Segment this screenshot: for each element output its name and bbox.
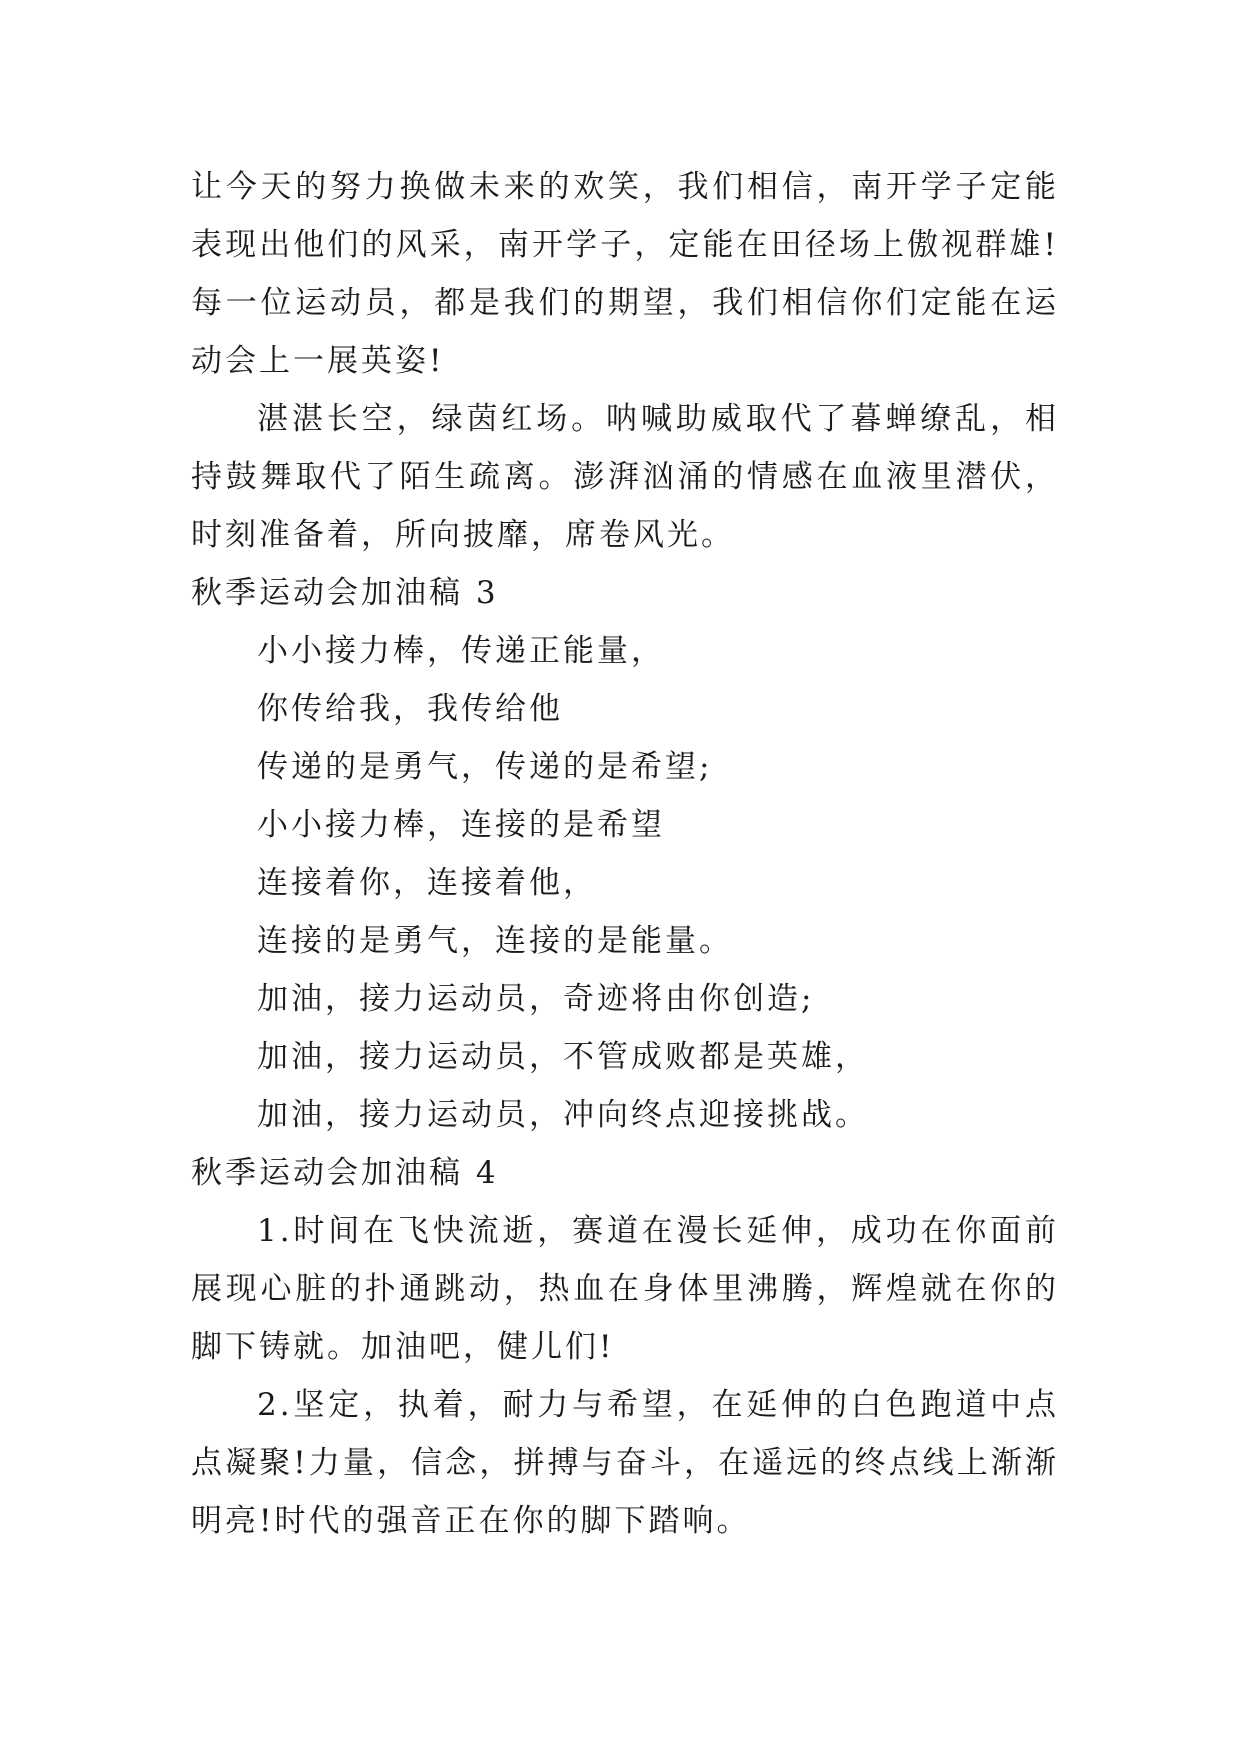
paragraph: 2.坚定，执着，耐力与希望，在延伸的白色跑道中点点凝聚!力量，信念，拼搏与奋斗，在遥远的终点线上渐渐明亮!时代的强音正在你的脚下踏响。	[191, 1387, 1059, 1539]
verse-line: 小小接力棒，传递正能量，	[257, 633, 665, 669]
verse-line: 加油，接力运动员，奇迹将由你创造;	[257, 981, 815, 1017]
verse-line: 连接的是勇气，连接的是能量。	[257, 923, 733, 959]
verse-line: 加油，接力运动员，冲向终点迎接挑战。	[257, 1097, 869, 1133]
verse-line: 传递的是勇气，传递的是希望;	[257, 749, 713, 785]
verse-line: 小小接力棒，连接的是希望	[257, 807, 665, 843]
document-body	[191, 158, 1059, 1550]
paragraph: 湛湛长空，绿茵红场。呐喊助威取代了暮蝉缭乱，相持鼓舞取代了陌生疏离。澎湃汹涌的情感在血液里潜伏，时刻准备着，所向披靡，席卷风光。	[191, 401, 1059, 553]
section-heading: 秋季运动会加油稿 4	[191, 1155, 499, 1191]
verse-line: 加油，接力运动员，不管成败都是英雄，	[257, 1039, 869, 1075]
verse-line: 你传给我，我传给他	[257, 691, 563, 727]
paragraph: 1.时间在飞快流逝，赛道在漫长延伸，成功在你面前展现心脏的扑通跳动，热血在身体里沸腾，辉煌就在你的脚下铸就。加油吧，健儿们!	[191, 1213, 1059, 1365]
paragraph: 让今天的努力换做未来的欢笑，我们相信，南开学子定能表现出他们的风采，南开学子，定能在田径场上傲视群雄!每一位运动员，都是我们的期望，我们相信你们定能在运动会上一展英姿!	[191, 169, 1059, 379]
verse-line: 连接着你，连接着他，	[257, 865, 597, 901]
section-heading: 秋季运动会加油稿 3	[191, 575, 499, 611]
